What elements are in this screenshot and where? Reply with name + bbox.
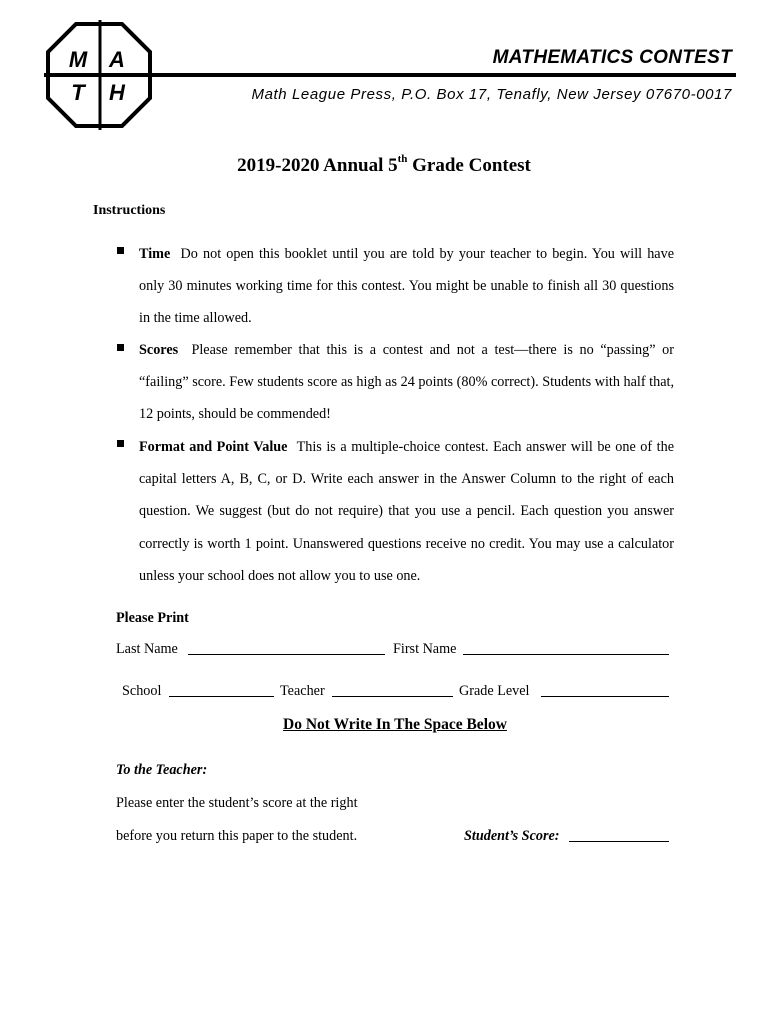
grade-level-label: Grade Level xyxy=(459,683,530,699)
bullet-icon xyxy=(117,440,124,447)
to-teacher-label: To the Teacher: xyxy=(116,762,208,778)
logo-letter-a: A xyxy=(109,47,125,72)
grade-level-field[interactable] xyxy=(541,683,669,697)
bullet-icon xyxy=(117,247,124,254)
student-score-field[interactable] xyxy=(569,828,669,842)
title-superscript: th xyxy=(397,153,408,165)
teacher-label: Teacher xyxy=(280,683,325,699)
instruction-scores xyxy=(139,334,674,431)
student-score-label: Student’s Score: xyxy=(464,828,560,844)
last-name-field[interactable] xyxy=(188,641,385,655)
first-name-field[interactable] xyxy=(463,641,669,655)
page-title xyxy=(0,153,768,177)
instruction-format xyxy=(139,431,674,592)
please-print-label: Please Print xyxy=(116,610,189,626)
logo-letter-t: T xyxy=(71,80,85,105)
logo-letter-m: M xyxy=(68,47,88,72)
teacher-field[interactable] xyxy=(332,683,453,697)
logo-letter-h: H xyxy=(109,80,125,105)
instruction-label: Time xyxy=(139,246,171,262)
instruction-time xyxy=(139,238,674,335)
teacher-note-line2: before you return this paper to the student. xyxy=(116,828,358,844)
instruction-text: Do not open this booklet until you are told by your teacher to begin. You will have only 30 minutes working time for this contest. You might be unable to finish all 30 questions in the time allowed. xyxy=(139,246,674,327)
instruction-label: Scores xyxy=(139,342,179,358)
first-name-label: First Name xyxy=(393,641,457,657)
teacher-note-line1: Please enter the student’s score at the right xyxy=(116,795,358,811)
last-name-label: Last Name xyxy=(116,641,178,657)
school-field[interactable] xyxy=(169,683,274,697)
instructions-heading: Instructions xyxy=(93,203,166,218)
title-main: 2019-2020 Annual 5 xyxy=(237,155,398,176)
bullet-icon xyxy=(117,344,124,351)
header-rule xyxy=(44,73,736,77)
contest-title: MATHEMATICS CONTEST xyxy=(492,47,732,68)
title-rest: Grade Contest xyxy=(407,155,531,176)
press-address: Math League Press, P.O. Box 17, Tenafly, New Jersey 07670-0017 xyxy=(251,86,732,103)
instruction-label: Format and Point Value xyxy=(139,439,288,455)
school-label: School xyxy=(122,683,162,699)
instruction-text: Please remember that this is a contest and not a test—there is no “passing” or “failing” score. Few students score as high as 24 points (80% correct). Students with half that, 12 points, should be commended! xyxy=(139,342,675,423)
do-not-write-heading: Do Not Write In The Space Below xyxy=(283,716,507,733)
instruction-text: This is a multiple-choice contest. Each answer will be one of the capital letters A, B, C, or D. Write each answer in the Answer Column to the right of each question. We suggest (but do not require) that you use a pencil. Each question you answer correctly is worth 1 point. Unanswered questions receive no credit. You may use a calculator unless your school does not allow you to use one. xyxy=(139,439,675,584)
